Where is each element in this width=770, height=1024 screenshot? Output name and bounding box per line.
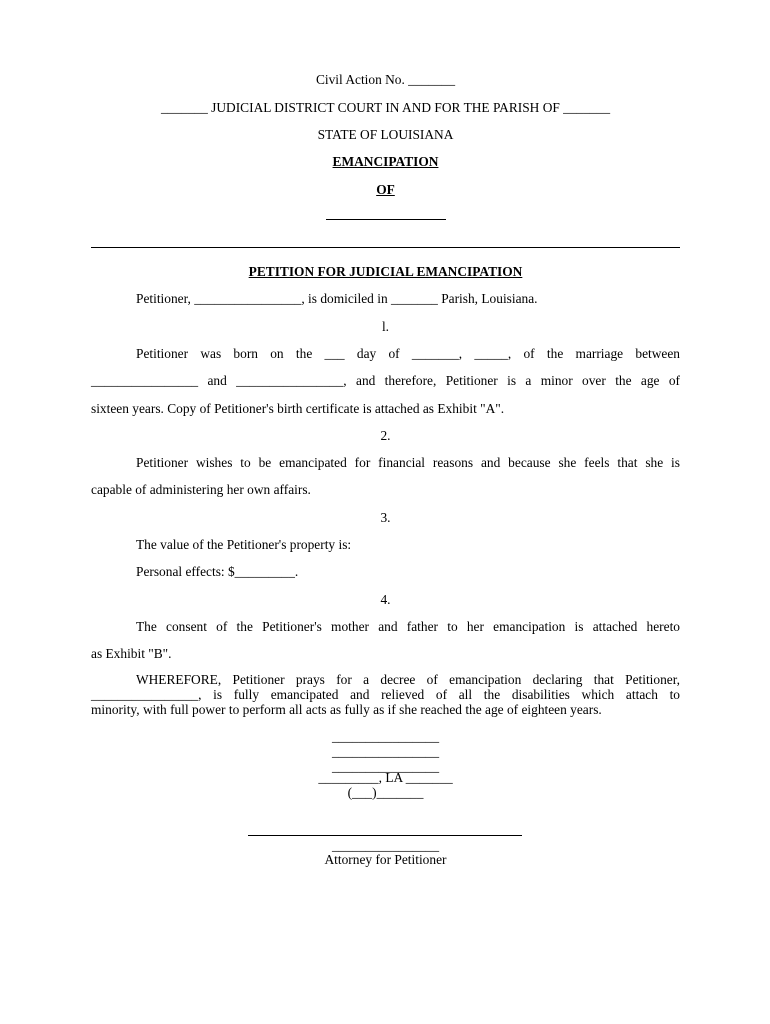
wherefore-line-3: minority, with full power to perform all acts as fully as if she reached the age of eighteen years. [91,702,602,717]
paragraph-1-line-1: Petitioner was born on the ___ day of _______, _____, of the marriage between [136,346,680,361]
caption-divider [91,247,680,248]
paragraph-4-line-1: The consent of the Petitioner's mother and father to her emancipation is attached hereto [136,619,680,634]
paragraph-number-3: 3. [380,510,391,525]
caption-of: OF [376,182,395,197]
paragraph-number-4: 4. [380,592,391,607]
attorney-name-blank: ________________ [331,838,440,853]
civil-action-number: Civil Action No. _______ [315,72,456,87]
paragraph-2-line-2: capable of administering her own affairs. [91,482,311,497]
paragraph-1-line-2: ________________ and ________________, and therefore, Petitioner is a minor over the age of [91,373,680,388]
paragraph-4-line-2: as Exhibit "B". [91,646,172,661]
signature-line [248,835,522,836]
address-line-3: ________________ [331,759,440,774]
petition-intro: Petitioner, ________________, is domiciled in _______ Parish, Louisiana. [136,291,538,306]
paragraph-3-line-2: Personal effects: $_________. [136,564,299,579]
attorney-role: Attorney for Petitioner [324,852,447,867]
petition-title: PETITION FOR JUDICIAL EMANCIPATION [248,264,523,279]
court-heading: _______ JUDICIAL DISTRICT COURT IN AND FOR THE PARISH OF _______ [160,100,611,115]
paragraph-number-2: 2. [380,428,391,443]
paragraph-number-1: l. [381,319,390,334]
wherefore-line-2: ________________, is fully emancipated and relieved of all the disabilities which attach to [91,687,680,702]
caption-title: EMANCIPATION [332,154,439,169]
paragraph-1-line-3: sixteen years. Copy of Petitioner's birth certificate is attached as Exhibit "A". [91,401,505,416]
paragraph-3-line-1: The value of the Petitioner's property is: [136,537,352,552]
caption-name-blank [326,219,446,220]
address-line-2: ________________ [331,744,440,759]
wherefore-line-1: WHEREFORE, Petitioner prays for a decree of emancipation declaring that Petitioner, [136,672,680,687]
address-line-1: ________________ [331,729,440,744]
state-heading: STATE OF LOUISIANA [317,127,454,142]
address-phone-line: (___)_______ [347,785,424,800]
address-city-line: _________, LA _______ [318,770,453,785]
paragraph-2-line-1: Petitioner wishes to be emancipated for financial reasons and because she feels that she is [136,455,680,470]
